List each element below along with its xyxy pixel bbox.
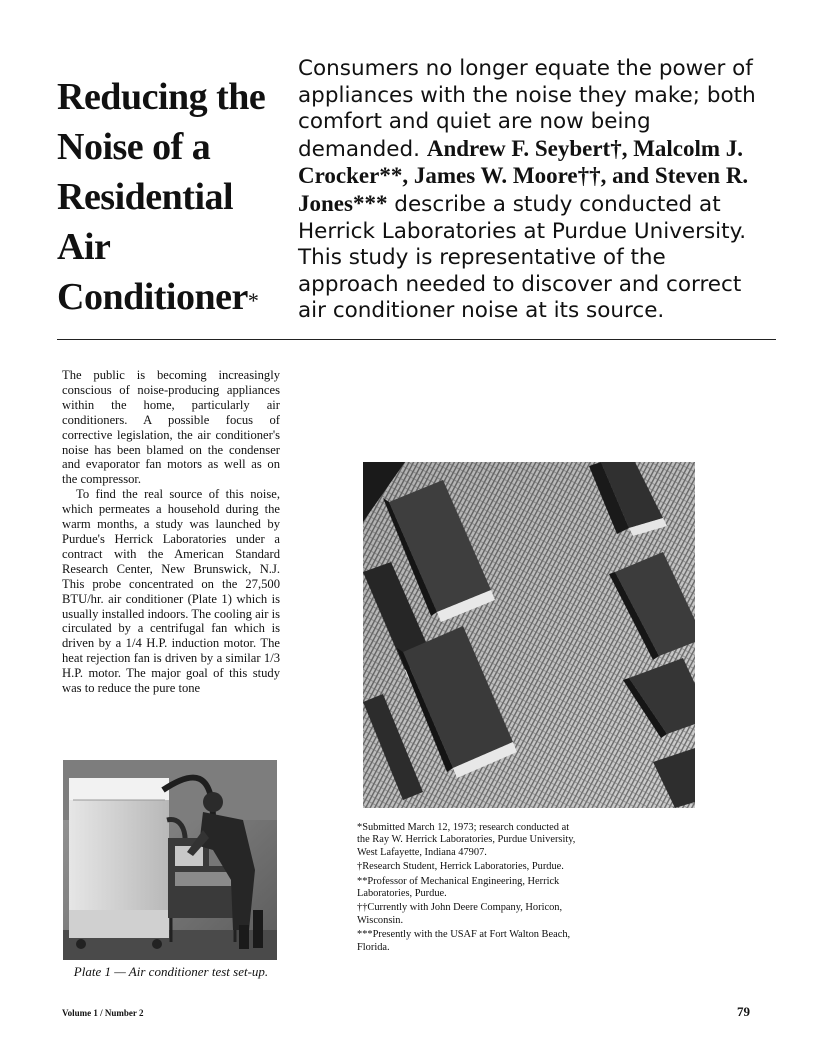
article-title	[57, 72, 287, 322]
article-title-text: Reducing the Noise of a Residential Air Conditioner	[57, 76, 266, 318]
footnote-5: ***Presently with the USAF at Fort Walton Beach, Florida.	[357, 929, 571, 953]
article-authors: Andrew F. Seybert†, Malcolm J. Crocker**, James W. Moore††, and Steven R. Jones***	[298, 135, 749, 216]
body-paragraph-2: To find the real source of this noise, which permeates a household during the warm months, a study was launched by Purdue's Herrick Laboratories under a contract with the American Standard Research Center, New Brunswick, N.J. This probe concentrated on the 27,500 BTU/hr. air conditioner (Plate 1) which is usually installed indoors. The cooling air is circulated by a centrifugal fan which is driven by a 1/4 H.P. induction motor. The heat rejection fan is driven by a similar 1/3 H.P. motor. The major goal of this study was to reduce the pure tone	[62, 487, 280, 696]
building-facade-photo	[363, 462, 695, 808]
volume-label: Volume 1 / Number 2	[62, 1008, 144, 1018]
lead-rest: describe a study conducted at Herrick Laboratories at Purdue University. This study is representative of the approach needed to discover and correct air conditioner noise at its source.	[298, 191, 747, 324]
header-divider	[57, 339, 776, 340]
footnote-1: *Submitted March 12, 1973; research conducted at the Ray W. Herrick Laboratories, Purdue University, West Lafayette, Indiana 47907.	[357, 822, 576, 858]
plate-1-photo	[63, 760, 277, 960]
title-footnote-mark: *	[247, 288, 259, 313]
body-column	[62, 368, 280, 696]
footnote-2: †Research Student, Herrick Laboratories, Purdue.	[357, 861, 564, 873]
lead-intro: Consumers no longer equate the power of appliances with the noise they make; both comfort and quiet are now being demanded.	[298, 56, 756, 162]
article-lead	[298, 56, 768, 325]
footnote-4: ††Currently with John Deere Company, Horicon, Wisconsin.	[357, 902, 563, 926]
body-paragraph-1: The public is becoming increasingly conscious of noise-producing appliances within the home, particularly air conditioners. A possible focus of corrective legislation, the air conditioner's noise has been blamed on the condenser and evaporator fan motors as well as on the compressor.	[62, 368, 280, 487]
page-number: 79	[737, 1004, 750, 1019]
footnotes	[357, 822, 579, 956]
plate-1-caption: Plate 1 — Air conditioner test set-up.	[73, 964, 269, 979]
footnote-3: **Professor of Mechanical Engineering, Herrick Laboratories, Purdue.	[357, 875, 560, 900]
